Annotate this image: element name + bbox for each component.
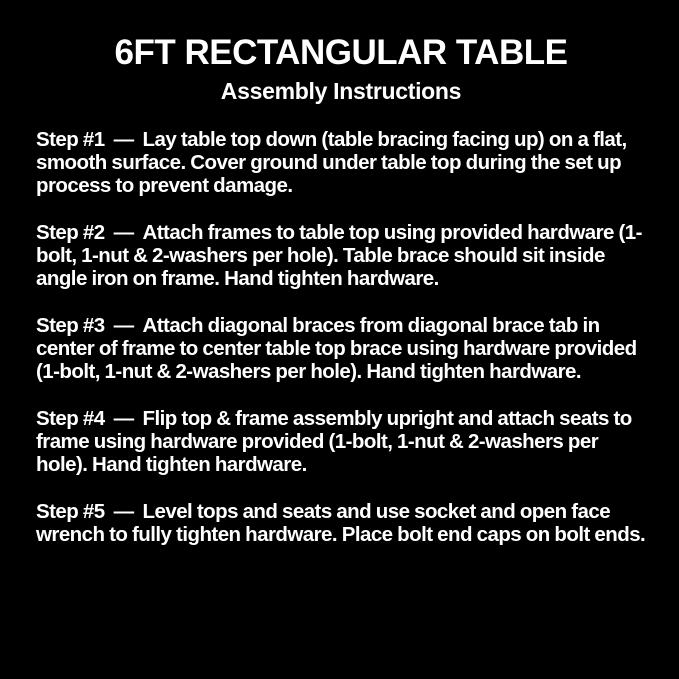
step-separator: — <box>113 221 134 244</box>
step-text: Attach frames to table top using provided hardware (1-bolt, 1-nut & 2-washers per hole). Table brace should sit inside angle iron on frame. Hand tighten hardware. <box>36 221 642 290</box>
step-label: Step #4 <box>36 407 105 430</box>
step-label: Step #2 <box>36 221 105 244</box>
step-separator: — <box>113 407 134 430</box>
step-label: Step #1 <box>36 128 105 151</box>
step-paragraph-5 <box>36 500 648 546</box>
step-text: Level tops and seats and use socket and open face wrench to fully tighten hardware. Place bolt end caps on bolt ends. <box>36 500 646 546</box>
step-label: Step #3 <box>36 314 105 337</box>
steps-list <box>36 128 648 546</box>
page-title: 6FT RECTANGULAR TABLE <box>114 33 568 72</box>
step-text: Attach diagonal braces from diagonal brace tab in center of frame to center table top brace using hardware provided (1-bolt, 1-nut & 2-washers per hole). Hand tighten hardware. <box>36 314 637 383</box>
step-text: Lay table top down (table bracing facing up) on a flat, smooth surface. Cover ground under table top during the set up process to prevent damage. <box>36 128 627 197</box>
step-paragraph-3 <box>36 314 648 383</box>
step-separator: — <box>113 314 134 337</box>
step-paragraph-2 <box>36 221 648 290</box>
step-label: Step #5 <box>36 500 105 523</box>
step-separator: — <box>113 128 134 151</box>
step-separator: — <box>113 500 134 523</box>
page-subtitle: Assembly Instructions <box>220 78 462 104</box>
step-paragraph-1 <box>36 128 648 197</box>
step-paragraph-4 <box>36 407 648 476</box>
step-text: Flip top & frame assembly upright and attach seats to frame using hardware provided (1-bolt, 1-nut & 2-washers per hole). Hand tighten hardware. <box>36 407 632 476</box>
